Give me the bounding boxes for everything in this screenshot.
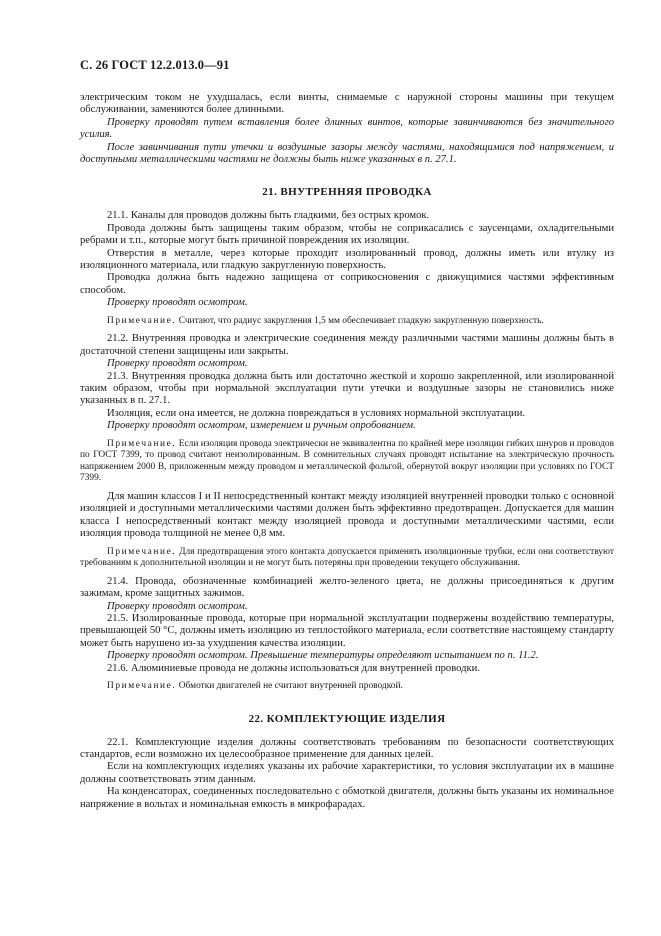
- note-1: [80, 316, 614, 328]
- paragraph: Изоляция, если она имеется, не должна повреждаться в условиях нормальной эксплуатации.: [107, 407, 526, 419]
- check-note: Проверку проводят осмотром.: [107, 600, 248, 612]
- note-4: [80, 681, 614, 693]
- note-label: Примечание.: [107, 438, 177, 449]
- clause-21-1: 21.1. Каналы для проводов должны быть гладкими, без острых кромок.: [107, 210, 430, 222]
- note-2: [80, 439, 614, 485]
- section-21-title: 21. ВНУТРЕННЯЯ ПРОВОДКА: [262, 186, 432, 199]
- note-label: Примечание.: [107, 546, 177, 557]
- note-text: Считают, что радиус закругления 1,5 мм обеспечивает гладкую закругленную поверхность.: [178, 315, 544, 326]
- check-note: Проверку проводят осмотром, измерением и ручным опробованием.: [107, 420, 416, 432]
- clause-22-1: 22.1. Комплектующие изделия должны соответствовать требованиям по безопасности соответствующих стандартов, если возможно их целесообразное применение для данных целей.: [80, 736, 614, 760]
- check-note: Проверку проводят осмотром.: [107, 358, 248, 370]
- clause-21-5: 21.5. Изолированные провода, которые при нормальной эксплуатации подвержены воздействию температуры, превышающей 50 °С, должны иметь изоляцию из теплостойкого материала, если соответствие настоящему стандарту может быть нарушено из-за ухудшения качества изоляции.: [80, 612, 614, 649]
- clause-21-4: 21.4. Провода, обозначенные комбинацией желто-зеленого цвета, не должны присоединяться к другим зажимам, кроме защитных зажимов.: [80, 575, 614, 600]
- paragraph: Проводка должна быть надежно защищена от соприкосновения с движущимися частями эффективным способом.: [80, 272, 614, 296]
- paragraph: На конденсаторах, соединенных последовательно с обмоткой двигателя, должны быть указаны их номинальное напряжение в вольтах и номинальная емкость в микрофарадах.: [80, 786, 614, 810]
- check-note: Проверку проводят путем вставления более длинных винтов, которые завинчиваются без значительного усилия.: [80, 116, 614, 141]
- paragraph: Если на комплектующих изделиях указаны их рабочие характеристики, то условия эксплуатации их в машине должны соответствовать этим данным.: [80, 761, 614, 785]
- check-note: Проверку проводят осмотром. Превышение температуры определяют испытанием по п. 11.2.: [107, 650, 539, 662]
- clause-21-2: 21.2. Внутренняя проводка и электрические соединения между различными частями машины должны быть в достаточной степени защищены или закрыты.: [80, 333, 614, 357]
- paragraph: Отверстия в металле, через которые проходит изолированный провод, должны иметь или втулку из изоляционного материала, или гладкую закругленную поверхность.: [80, 247, 614, 272]
- section-22-title: 22. КОМПЛЕКТУЮЩИЕ ИЗДЕЛИЯ: [248, 712, 446, 725]
- paragraph-classes: Для машин классов I и II непосредственный контакт между изоляцией внутренней проводки только с основной изоляцией и доступными металлическими частями должен быть эффективно предотвращен. Допускается для машин класса I непосредственный контакт между изоляцией провода и доступными металлическими частями, если изоляция провода толщиной не менее 0,8 мм.: [80, 490, 614, 540]
- page-header: С. 26 ГОСТ 12.2.013.0—91: [80, 58, 230, 72]
- check-note: Проверку проводят осмотром.: [107, 297, 248, 309]
- note-label: Примечание.: [107, 680, 177, 691]
- note-label: Примечание.: [107, 315, 177, 326]
- note-3: [80, 547, 614, 570]
- note-text: Обмотки двигателей не считают внутренней проводкой.: [178, 680, 403, 691]
- check-note: После завинчивания пути утечки и воздушные зазоры между частями, находящимися под напряжением, и доступными металлическими частями не должны быть ниже указанных в п. 27.1.: [80, 141, 614, 166]
- note-text: Для предотвращения этого контакта допускается применять изоляционные трубки, если они соответствуют требованиям к дополнительной изоляции и не могут быть потеряны при проведении текущего обслуживания.: [80, 546, 614, 569]
- paragraph: Провода должны быть защищены таким образом, чтобы не соприкасались с заусенцами, охладительными ребрами и т.п., которые могут быть причиной повреждения их изоляции.: [80, 222, 614, 247]
- clause-21-6: 21.6. Алюминиевые провода не должны использоваться для внутренней проводки.: [107, 662, 480, 674]
- note-text: Если изоляция провода электрически не эквивалентна по крайней мере изоляции гибких шнуров и проводов по ГОСТ 7399, то провод считают неизолированным. В сомнительных случаях проводят испытание на электрическую прочность напряжением 2000 В, приложенным между проводом и металлической фольгой, обернутой вокруг изоляции при условиях по ГОСТ 7399.: [80, 438, 614, 484]
- clause-21-3: 21.3. Внутренняя проводка должна быть или достаточно жесткой и хорошо закрепленной, или изолированной таким образом, чтобы при нормальной эксплуатации пути утечки и воздушные зазоры не становились ниже указанных в п. 27.1.: [80, 370, 614, 407]
- paragraph: электрическим током не ухудшалась, если винты, снимаемые с наружной стороны машины при текущем обслуживании, заменяются более длинными.: [80, 92, 614, 116]
